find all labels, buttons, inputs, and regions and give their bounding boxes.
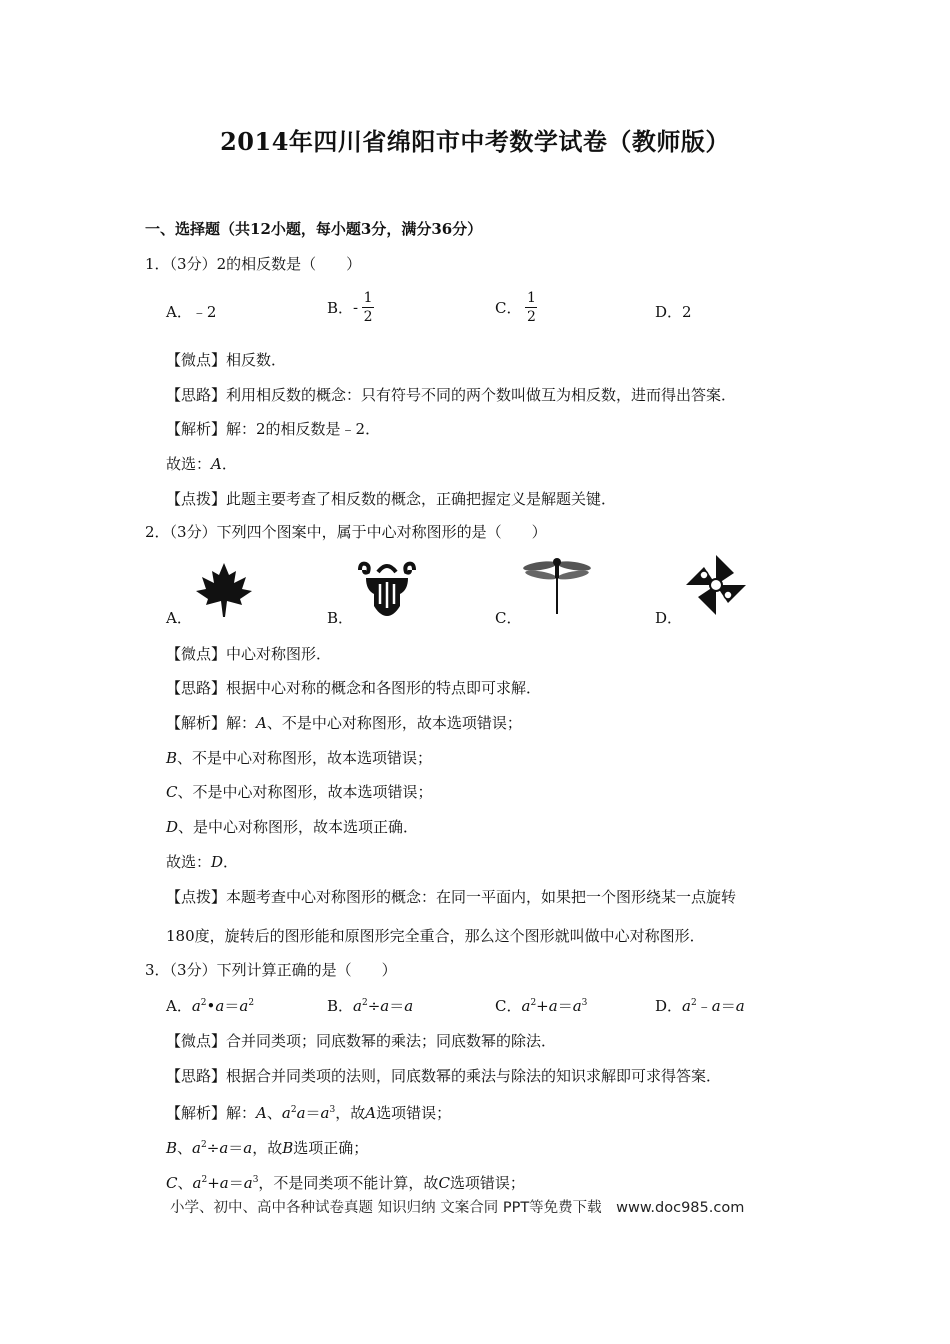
q2-line-b (166, 748, 432, 768)
q1-answer-label: 故选： (166, 455, 212, 473)
q1-option-a (166, 301, 216, 322)
q1-c-numerator: 1 (527, 290, 536, 306)
q2-dianbo-1: 【点拨】本题考查中心对称图形的概念：在同一平面内，如果把一个图形绕某一点旋转 (166, 888, 737, 906)
q1-c-fraction (525, 290, 537, 325)
q1-answer-end: ． (221, 455, 237, 473)
q3-b-expr: $a^2\div a=a$ (353, 997, 414, 1015)
q3-weidian: 【微点】合并同类项；同底数幂的乘法；同底数幂的除法． (166, 1032, 557, 1050)
q3-c-expr: $a^2+a=a^3$ (521, 997, 588, 1015)
q1-answer-value: A (211, 455, 222, 473)
q2-stem: 2．（3分）下列四个图案中，属于中心对称图形的是（ ） (145, 523, 547, 541)
q3-stem: 3．（3分）下列计算正确的是（ ） (145, 961, 397, 979)
q1-c-denominator: 2 (527, 309, 536, 325)
q1-silu: 【思路】利用相反数的概念：只有符号不同的两个数叫做互为相反数，进而得出答案． (166, 386, 737, 404)
q1-answer (166, 454, 237, 474)
q3-line-b (166, 1135, 368, 1158)
section-heading: 一、选择题（共12小题，每小题3分，满分36分） (145, 220, 483, 238)
q2-answer-end: ． (223, 853, 239, 871)
q2-jiexi-a: A (256, 714, 267, 732)
q3-line-c (166, 1170, 525, 1193)
q3-line-c-label: C (166, 1174, 178, 1192)
q3-line-b-label: B (166, 1139, 178, 1157)
q3-silu: 【思路】根据合并同类项的法则，同底数幂的乘法与除法的知识求解即可求得答案． (166, 1067, 722, 1085)
q3-line-b-expr: 、$a^2\div a=a$ (177, 1139, 253, 1157)
q1-jiexi: 【解析】解：2的相反数是﹣2． (166, 420, 381, 438)
q2-answer-label: 故选： (166, 853, 212, 871)
q3-a-expr: $a^2•a=a^2$ (191, 997, 255, 1015)
pinwheel-icon (684, 553, 748, 617)
q3-jiexi (166, 1100, 451, 1123)
q3-jiexi-tail: ，故 (335, 1104, 366, 1122)
q2-line-d-label: D (166, 818, 179, 836)
q3-line-c-opt: C (438, 1174, 450, 1192)
q1-c-label: C． (495, 299, 522, 317)
q2-jiexi-prefix: 【解析】解： (166, 714, 257, 732)
q1-a-value: ﹣2 (191, 303, 217, 321)
footer-banner: 小学、初中、高中各种试卷真题 知识归纳 文案合同 PPT等免费下载 www.doc985.com (170, 1200, 745, 1216)
q3-d-label: D． (655, 997, 683, 1015)
q3-a-label: A． (166, 997, 192, 1015)
q2-option-b-label: B． (327, 609, 354, 627)
q3-line-b-tail: ，故 (252, 1139, 283, 1157)
q3-b-label: B． (327, 997, 354, 1015)
q3-line-c-tail: ，不是同类项不能计算，故 (258, 1174, 439, 1192)
q2-weidian: 【微点】中心对称图形． (166, 645, 332, 663)
q1-option-c (495, 290, 537, 325)
q1-b-denominator: 2 (363, 309, 373, 325)
q3-option-b (327, 995, 413, 1016)
q3-line-c-end: 选项错误； (449, 1174, 525, 1192)
q2-option-a-label: A． (166, 609, 192, 627)
q1-stem: 1．（3分）2的相反数是（ ） (145, 255, 362, 273)
q2-answer (166, 852, 238, 872)
q2-line-c (166, 782, 433, 802)
q1-option-b (327, 290, 374, 325)
q1-b-fraction (362, 290, 374, 325)
q2-line-c-text: 、不是中心对称图形，故本选项错误； (177, 783, 433, 801)
q1-option-d (655, 301, 692, 322)
q2-answer-value: D (211, 853, 224, 871)
q3-option-c (495, 995, 587, 1016)
q3-jiexi-expr: 、$a^2a=a^3$ (266, 1104, 336, 1122)
q1-dianbo: 【点拨】此题主要考查了相反数的概念，正确把握定义是解题关键． (166, 490, 617, 508)
q2-line-c-label: C (166, 783, 178, 801)
q3-c-label: C． (495, 997, 522, 1015)
q3-line-b-end: 选项正确； (293, 1139, 369, 1157)
q2-line-d-text: 、是中心对称图形，故本选项正确． (178, 818, 419, 836)
q3-jiexi-prefix: 【解析】解： (166, 1104, 257, 1122)
q1-b-sign: - (353, 298, 359, 317)
q2-option-d-label: D． (655, 609, 683, 627)
q2-silu: 【思路】根据中心对称的概念和各图形的特点即可求解． (166, 679, 542, 697)
q3-option-d (655, 995, 745, 1016)
q2-line-b-label: B (166, 749, 178, 767)
q2-jiexi (166, 713, 522, 733)
maple-leaf-icon (194, 561, 254, 617)
q1-b-label: B． (327, 299, 354, 317)
q3-d-expr: $a^2﹣a=a$ (682, 997, 745, 1015)
q3-line-c-expr: 、$a^2+a=a^3$ (177, 1174, 259, 1192)
document-title: 2014年四川省绵阳市中考数学试卷（教师版） (220, 127, 730, 156)
dragonfly-icon (522, 556, 592, 616)
q3-jiexi-end: 选项错误； (376, 1104, 452, 1122)
ornament-icon (356, 560, 418, 618)
q3-option-a (166, 995, 254, 1016)
q3-line-b-opt: B (282, 1139, 294, 1157)
q1-weidian: 【微点】相反数． (166, 351, 287, 369)
q1-a-label: A． (166, 303, 192, 321)
q3-jiexi-opt: A (365, 1104, 377, 1122)
q2-jiexi-rest: 、不是中心对称图形，故本选项错误； (266, 714, 522, 732)
q3-jiexi-a: A (256, 1104, 267, 1122)
q2-line-b-text: 、不是中心对称图形，故本选项错误； (177, 749, 433, 767)
q1-d-label: D． (655, 303, 683, 321)
q2-line-d (166, 817, 418, 837)
q2-dianbo-2: 180度，旋转后的图形能和原图形完全重合，那么这个图形就叫做中心对称图形． (166, 927, 705, 945)
q1-d-value: 2 (682, 303, 692, 321)
q1-b-numerator: 1 (363, 290, 373, 306)
q2-option-c-label: C． (495, 609, 522, 627)
